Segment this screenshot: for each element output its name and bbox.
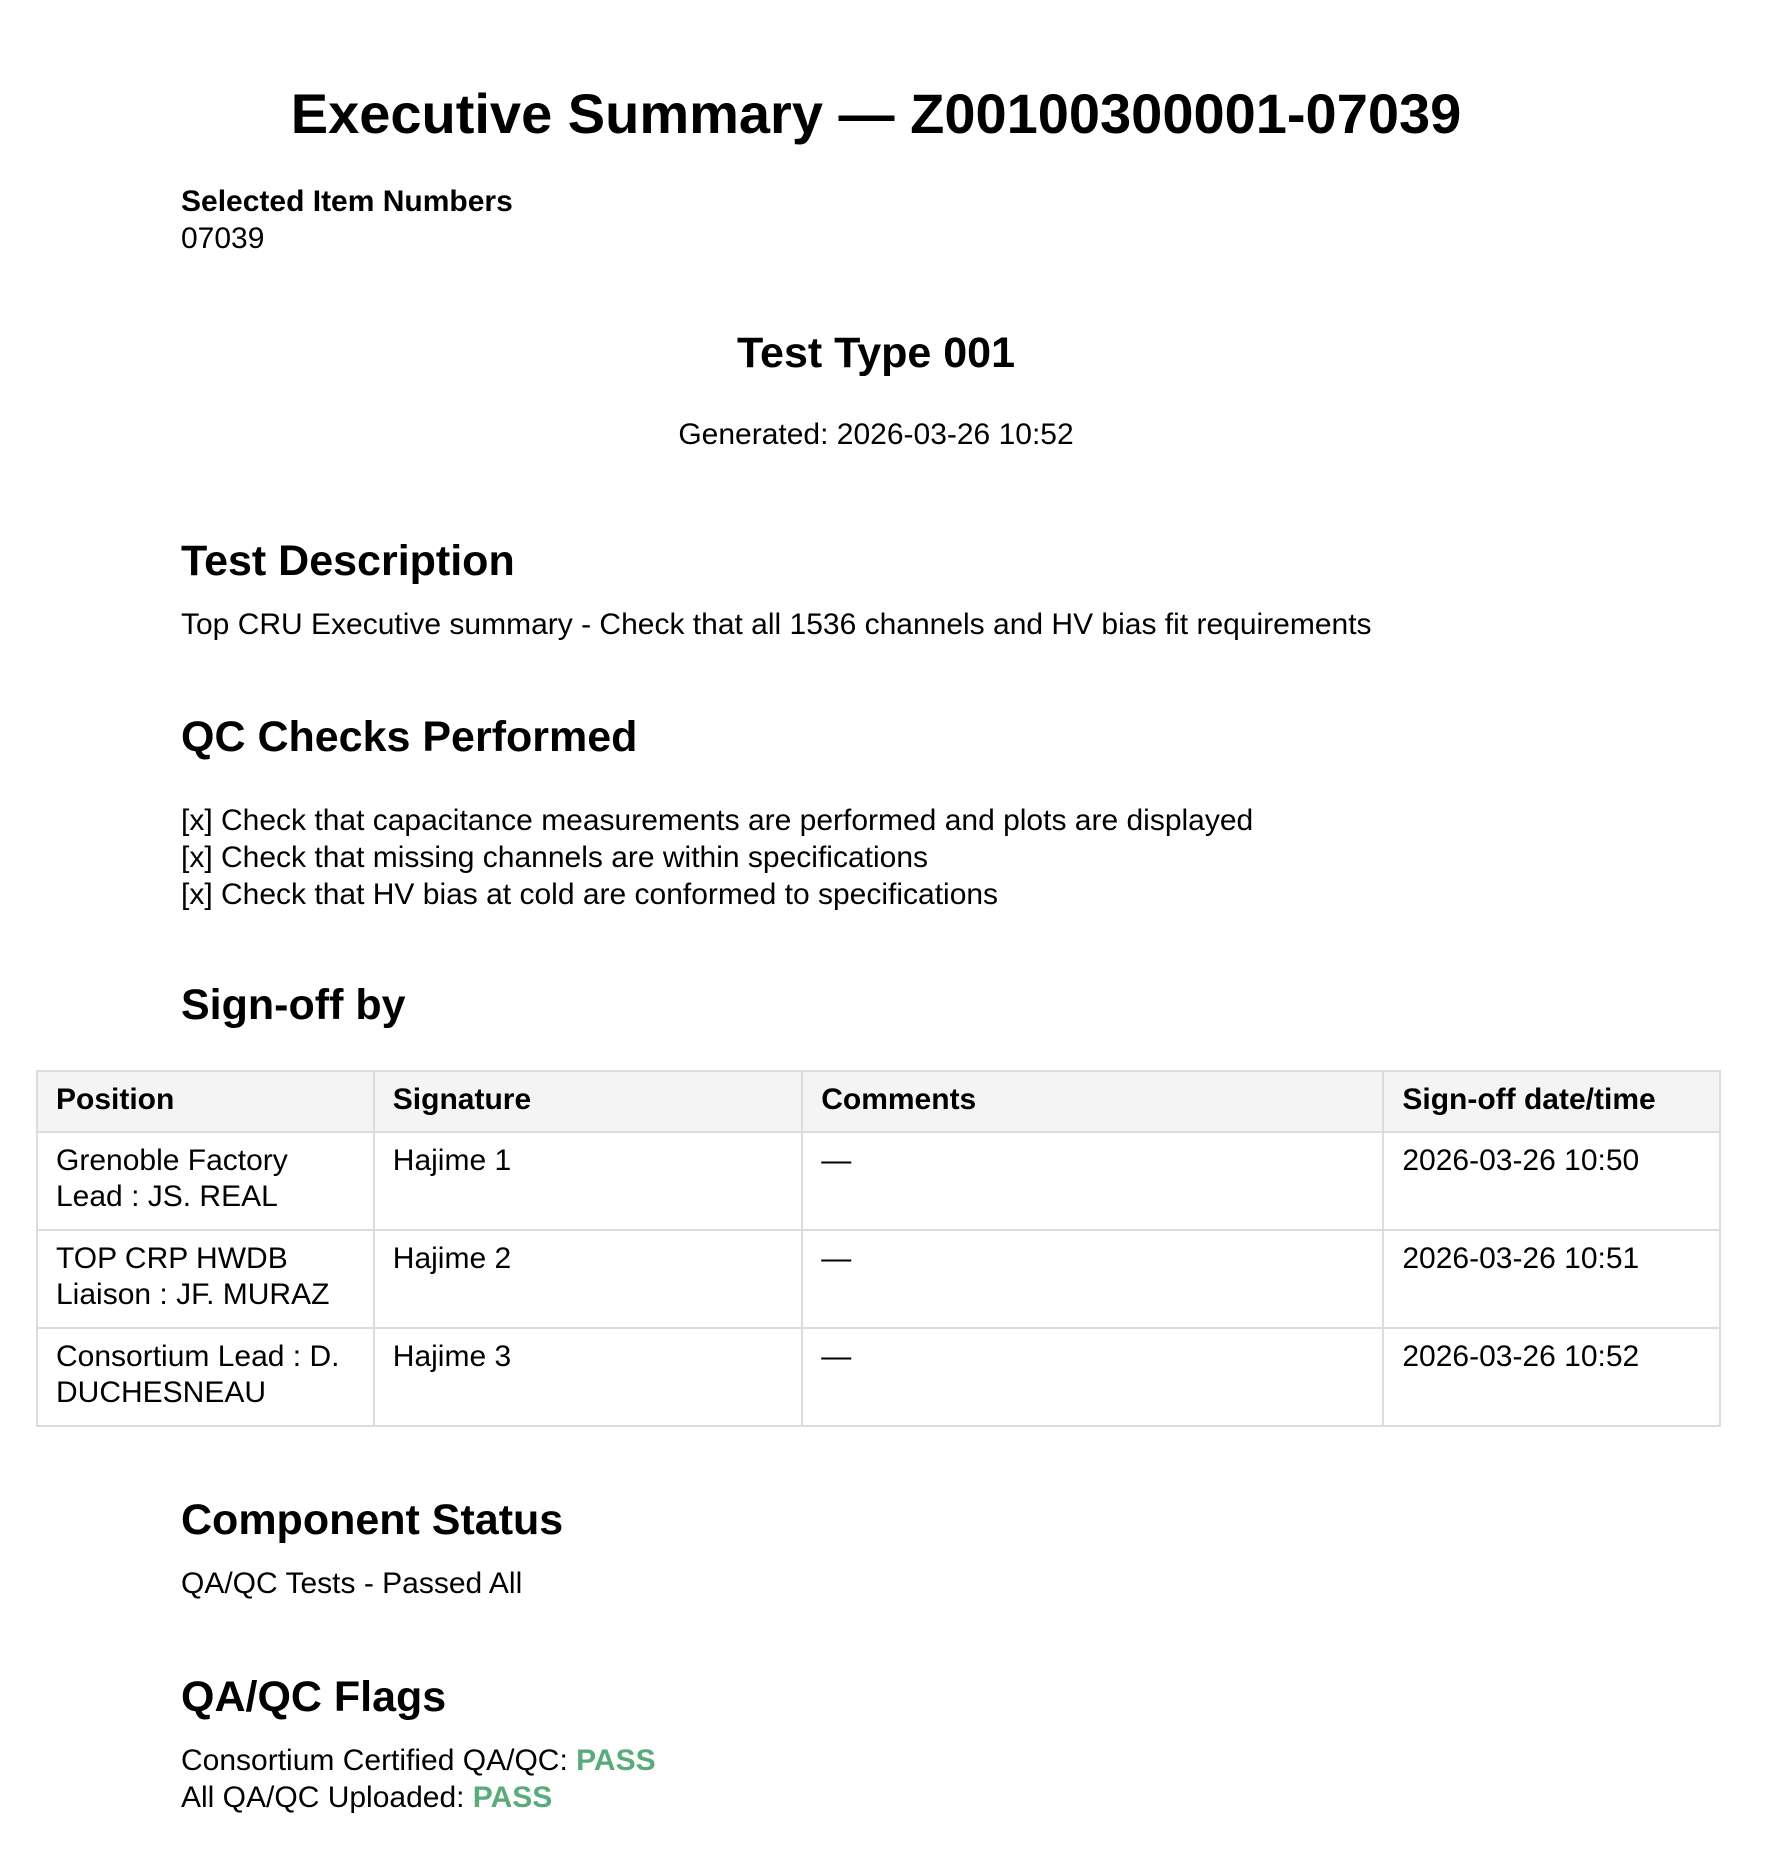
table-row: [37, 1230, 1720, 1328]
qc-check-item: [x] Check that capacitance measurements are performed and plots are displayed: [181, 804, 1254, 837]
flags-heading: QA/QC Flags: [181, 1673, 447, 1721]
signoff-heading: Sign-off by: [181, 981, 406, 1029]
datetime-cell: 2026-03-26 10:52: [1383, 1328, 1720, 1426]
comments-cell: —: [802, 1328, 1383, 1426]
position-line: Consortium Lead : D.: [56, 1340, 340, 1373]
table-row: [37, 1132, 1720, 1230]
position-line: TOP CRP HWDB: [56, 1242, 288, 1275]
component-status-text: QA/QC Tests - Passed All: [181, 1567, 523, 1600]
flag-consortium-certified: [181, 1742, 656, 1779]
position-cell: [37, 1132, 374, 1230]
column-header-position: Position: [37, 1071, 374, 1132]
signature-cell: Hajime 2: [374, 1230, 802, 1328]
table-header-row: [37, 1071, 1720, 1132]
test-description-heading: Test Description: [181, 537, 515, 585]
column-header-signature: Signature: [374, 1071, 802, 1132]
generated-timestamp: Generated: 2026-03-26 10:52: [678, 418, 1074, 451]
qc-checks-list: [181, 802, 1253, 913]
signature-cell: Hajime 1: [374, 1132, 802, 1230]
document-title: Executive Summary — Z00100300001-07039: [290, 82, 1462, 145]
datetime-cell: 2026-03-26 10:51: [1383, 1230, 1720, 1328]
flag-label: All QA/QC Uploaded:: [181, 1781, 473, 1814]
datetime-cell: 2026-03-26 10:50: [1383, 1132, 1720, 1230]
column-header-comments: Comments: [802, 1071, 1383, 1132]
qc-check-item: [x] Check that HV bias at cold are conformed to specifications: [181, 878, 999, 911]
component-status-heading: Component Status: [181, 1496, 564, 1544]
signature-cell: Hajime 3: [374, 1328, 802, 1426]
test-description-text: Top CRU Executive summary - Check that all 1536 channels and HV bias fit requirements: [181, 608, 1372, 641]
table-row: [37, 1328, 1720, 1426]
position-line: Grenoble Factory: [56, 1144, 288, 1177]
comments-cell: —: [802, 1230, 1383, 1328]
selected-items-value: 07039: [181, 222, 265, 255]
position-line: DUCHESNEAU: [56, 1376, 267, 1409]
qc-checks-heading: QC Checks Performed: [181, 713, 638, 761]
column-header-datetime: Sign-off date/time: [1383, 1071, 1720, 1132]
position-cell: [37, 1230, 374, 1328]
position-cell: [37, 1328, 374, 1426]
comments-cell: —: [802, 1132, 1383, 1230]
selected-items-label: Selected Item Numbers: [181, 185, 513, 218]
test-type-heading: Test Type 001: [736, 329, 1016, 377]
flag-all-uploaded: [181, 1779, 552, 1816]
pass-badge: PASS: [472, 1781, 553, 1814]
signoff-table: [36, 1070, 1721, 1427]
position-line: Liaison : JF. MURAZ: [56, 1278, 330, 1311]
position-line: Lead : JS. REAL: [56, 1180, 278, 1213]
flag-label: Consortium Certified QA/QC:: [181, 1744, 577, 1777]
pass-badge: PASS: [576, 1744, 656, 1777]
qc-check-item: [x] Check that missing channels are within specifications: [181, 841, 929, 874]
